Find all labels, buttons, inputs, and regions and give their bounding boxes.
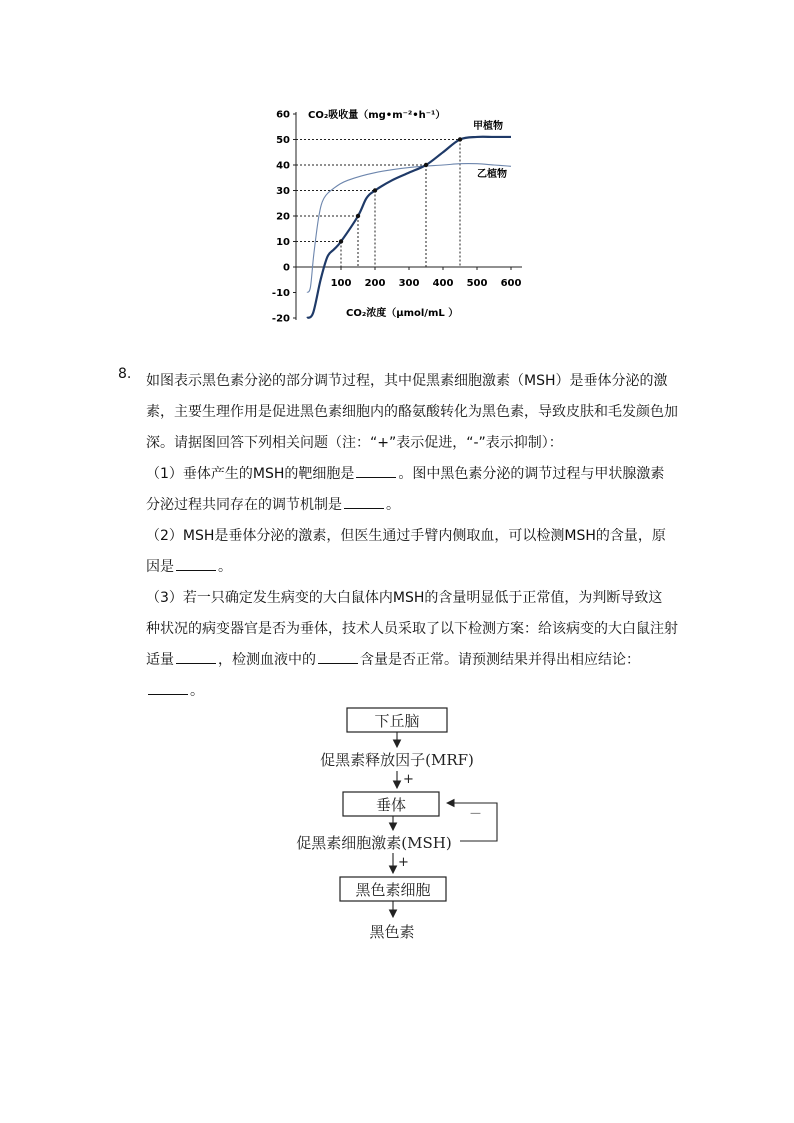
chart-series: [307, 137, 511, 318]
q1-text-a: （1）垂体产生的MSH的靶细胞是: [146, 466, 355, 482]
q2-text-b: 因是: [146, 559, 174, 575]
chart-y-axis-title: CO₂吸收量（mg•m⁻²•h⁻¹）: [308, 110, 446, 121]
legend-label-yi: 乙植物: [477, 169, 507, 180]
x-tick-label: 600: [500, 278, 522, 289]
sub-question-2-line-1: （2）MSH是垂体分泌的激素，但医生通过手臂内侧取血，可以检测MSH的含量，原: [146, 528, 666, 544]
y-tick-label: -20: [271, 313, 290, 325]
sub-question-3-line-1: （3）若一只确定发生病变的大白鼠体内MSH的含量明显低于正常值，为判断导致这: [146, 590, 663, 606]
question-number: 8.: [118, 366, 132, 382]
pituitary-box: [343, 792, 439, 816]
minus-sign: －: [469, 807, 483, 822]
question-intro-line-1: 如图表示黑色素分泌的部分调节过程，其中促黑素细胞激素（MSH）是垂体分泌的激: [146, 373, 668, 389]
x-tick-label: 100: [330, 278, 352, 289]
y-tick-label: 50: [276, 135, 290, 146]
data-point: [458, 137, 462, 141]
melanocyte-box: [340, 877, 446, 901]
melanocyte-label: 黑色素细胞: [355, 881, 431, 899]
q3-text-c: 适量: [146, 652, 174, 668]
y-tick-label: -10: [271, 288, 290, 299]
q3-text-f: 。: [190, 683, 204, 699]
sub-question-3-line-3: [146, 645, 706, 676]
plus-sign-1: +: [403, 772, 414, 787]
question-intro-line-2: 素，主要生理作用是促进黑色素细胞内的酪氨酸转化为黑色素，导致皮肤和毛发颜色加: [146, 404, 678, 420]
chart-x-axis-title: CO₂浓度（μmol/mL ）: [346, 308, 459, 319]
y-tick-label: 10: [276, 237, 290, 248]
hypothalamus-label: 下丘脑: [374, 712, 420, 730]
sub-question-1-line-2: [146, 490, 706, 521]
question-intro-line-3: 深。请据图回答下列相关问题（注：“+”表示促进，“-”表示抑制）：: [146, 435, 563, 451]
q3-text-d: ，检测血液中的: [218, 652, 316, 668]
answer-blank[interactable]: [318, 649, 358, 664]
msh-label: 促黑素细胞激素(MSH): [296, 834, 452, 852]
x-tick-label: 400: [432, 278, 454, 289]
mrf-label: 促黑素释放因子(MRF): [320, 751, 474, 769]
data-point: [424, 163, 428, 167]
sub-question-3-line-2: 种状况的病变器官是否为垂体，技术人员采取了以下检测方案：给该病变的大白鼠注射: [146, 621, 678, 637]
series-yi-line: [307, 164, 511, 293]
x-tick-label: 300: [398, 278, 420, 289]
chart-axes: [272, 110, 522, 325]
answer-blank[interactable]: [176, 649, 216, 664]
question-body: [146, 366, 706, 707]
co2-absorption-chart: [0, 0, 794, 340]
x-tick-label: 200: [364, 278, 386, 289]
q1-text-c: 分泌过程共同存在的调节机制是: [146, 497, 342, 513]
answer-blank[interactable]: [344, 494, 384, 509]
data-point: [373, 188, 377, 192]
answer-blank[interactable]: [356, 463, 396, 478]
q3-text-e: 含量是否正常。请预测结果并得出相应结论：: [360, 652, 640, 668]
y-tick-label: 60: [276, 109, 290, 121]
answer-blank[interactable]: [176, 556, 216, 571]
q2-text-c: 。: [218, 559, 232, 575]
y-tick-label: 0: [283, 262, 290, 274]
x-tick-label: 500: [466, 278, 488, 289]
data-point: [339, 239, 343, 243]
legend-label-jia: 甲植物: [473, 121, 503, 132]
sub-question-2-line-2: [146, 552, 706, 583]
negative-feedback-line: [447, 803, 497, 841]
sub-question-3-line-4: [146, 676, 706, 707]
data-point: [356, 214, 360, 218]
q1-text-d: 。: [386, 497, 400, 513]
melanin-label: 黑色素: [369, 923, 415, 941]
y-tick-label: 20: [276, 211, 290, 223]
q1-text-b: 。图中黑色素分泌的调节过程与甲状腺激素: [398, 466, 665, 482]
sub-question-1-line-1: [146, 459, 706, 490]
y-tick-label: 30: [276, 186, 290, 197]
answer-blank[interactable]: [148, 680, 188, 695]
hypothalamus-box: [347, 708, 447, 732]
y-tick-label: 40: [276, 160, 290, 172]
plus-sign-2: +: [398, 855, 409, 870]
pituitary-label: 垂体: [375, 796, 407, 814]
